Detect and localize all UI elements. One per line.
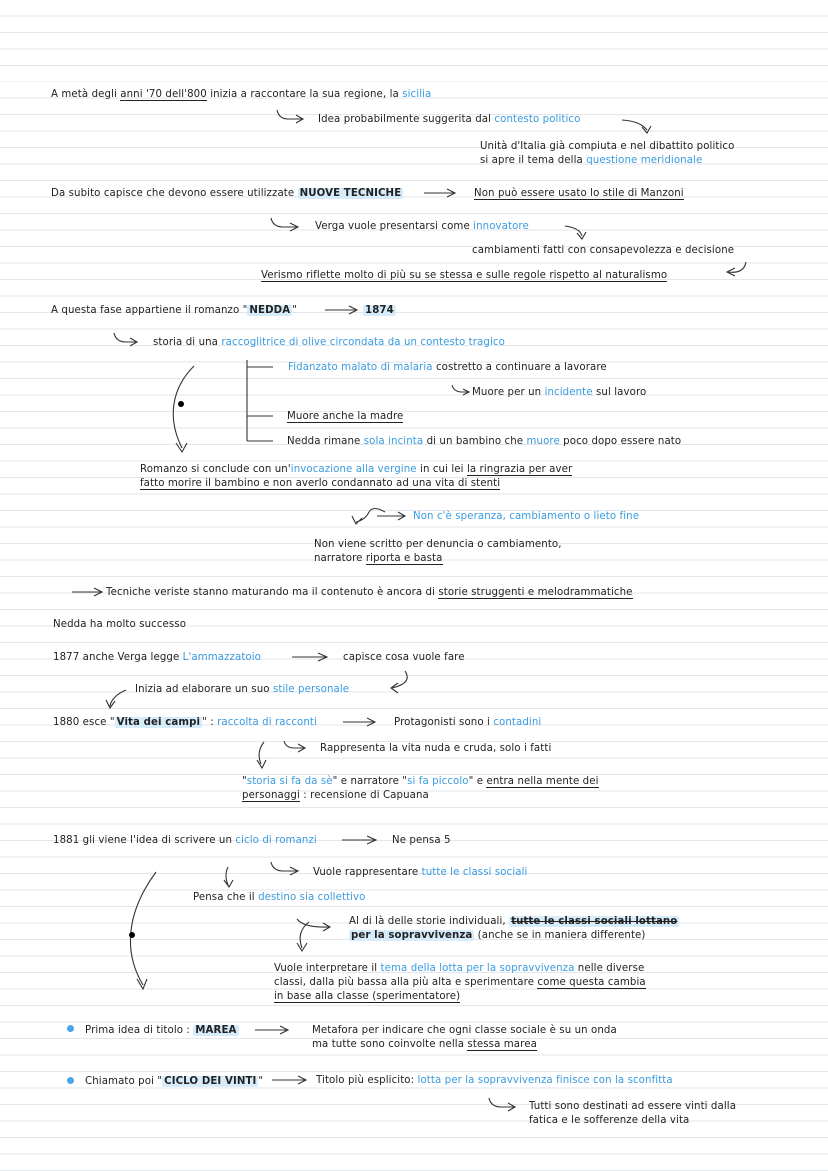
text: fatica e le sofferenze della vita [529, 1115, 690, 1126]
text: MAREA [195, 1025, 237, 1036]
line-2 [318, 113, 580, 126]
line-42 [312, 1038, 537, 1051]
text: Tecniche veriste stanno maturando ma il contenuto è ancora di [106, 587, 439, 598]
line-29 [242, 775, 599, 788]
text: entra nella mente dei [486, 776, 599, 787]
text: fatto morire il bambino e non averlo condannato ad una vita di stenti [140, 478, 501, 489]
line-23 [53, 651, 261, 664]
text: destino sia collettivo [258, 892, 366, 903]
text: tema della lotta per la sopravvivenza [380, 963, 575, 974]
line-41 [312, 1024, 617, 1037]
line-30 [242, 789, 429, 802]
line-9 [261, 269, 667, 282]
text: invocazione alla vergine [290, 464, 417, 475]
text: Metafora per indicare che ogni classe sociale è su un onda [312, 1025, 617, 1036]
text: per la sopravvivenza [351, 930, 473, 941]
text: ma tutte sono coinvolte nella [312, 1039, 468, 1050]
line-24 [343, 651, 465, 664]
text: riporta e basta [365, 553, 443, 564]
text: cambiamenti fatti con consapevolezza e decisione [472, 245, 735, 256]
line-19 [314, 538, 562, 551]
line-44 [316, 1074, 673, 1087]
text: " [258, 1076, 264, 1087]
text: in base alla classe (sperimentatore) [274, 991, 461, 1002]
text: Pensa che il [193, 892, 259, 903]
line-12 [288, 361, 607, 374]
text: Verismo riflette molto di più su se stessa e sulle regole rispetto al naturalismo [261, 270, 668, 281]
text: Fidanzato malato di malaria [288, 362, 433, 373]
line-38 [274, 976, 646, 989]
text: contadini [493, 717, 542, 728]
text: Nedda rimane [287, 436, 364, 447]
line-43 [85, 1075, 263, 1088]
line-10-year [363, 304, 396, 317]
text: CICLO DEI VINTI [164, 1076, 257, 1087]
text: sicilia [402, 89, 432, 100]
text: " [242, 776, 247, 787]
line-4 [480, 154, 702, 167]
text: raccolta di racconti [217, 717, 317, 728]
text: " : [202, 717, 218, 728]
text: ciclo di romanzi [235, 835, 317, 846]
text: si fa piccolo [407, 776, 469, 787]
text: classi, dalla più bassa alla più alta e sperimentare [274, 977, 538, 988]
line-35 [349, 915, 679, 928]
text: narratore [314, 553, 366, 564]
text: 1881 gli viene l'idea di scrivere un [53, 835, 236, 846]
text: costretto a continuare a lavorare [432, 362, 607, 373]
line-6 [474, 187, 684, 200]
line-18 [413, 510, 639, 523]
text: sul lavoro [592, 387, 647, 398]
line-14 [287, 410, 403, 423]
text: innovatore [473, 221, 529, 232]
text: Idea probabilmente suggerita dal [318, 114, 495, 125]
text: Vita dei campi [116, 717, 201, 728]
line-13 [472, 386, 646, 399]
text: " e narratore " [332, 776, 408, 787]
line-36 [349, 929, 646, 942]
text: NUOVE TECNICHE [299, 188, 402, 199]
line-11 [153, 336, 505, 349]
line-32 [392, 834, 451, 847]
text: storia si fa da sè [246, 776, 333, 787]
text: Protagonisti sono i [394, 717, 494, 728]
text: anni '70 dell'800 [120, 89, 207, 100]
text: Prima idea di titolo : [85, 1025, 194, 1036]
line-8 [472, 244, 734, 257]
text: tutte le classi sociali [421, 867, 528, 878]
text: Unità d'Italia già compiuta e nel dibattito politico [480, 141, 735, 152]
text: poco dopo essere nato [559, 436, 682, 447]
text: 1880 esce " [53, 717, 115, 728]
text: Non può essere usato lo stile di Manzoni [474, 188, 684, 199]
text: storie struggenti e melodrammatiche [438, 587, 633, 598]
line-15 [287, 435, 681, 448]
line-20 [314, 552, 443, 565]
text: Titolo più esplicito: [316, 1075, 418, 1086]
text: inizia a raccontare la sua regione, la [206, 89, 403, 100]
text: Al di là delle storie individuali, [349, 916, 510, 927]
line-22 [53, 618, 186, 631]
line-16 [140, 463, 572, 476]
text: Nedda ha molto successo [53, 619, 187, 630]
text: L'ammazzatoio [182, 652, 262, 663]
line-10 [51, 304, 297, 317]
line-5 [51, 187, 403, 200]
text: Ne pensa 5 [392, 835, 451, 846]
line-34 [193, 891, 366, 904]
text: Romanzo si conclude con un' [140, 464, 291, 475]
text: si apre il tema della [480, 155, 587, 166]
text: capisce cosa vuole fare [343, 652, 465, 663]
line-17 [140, 477, 500, 490]
text: stile personale [272, 684, 350, 695]
line-25 [135, 683, 349, 696]
text: (anche se in maniera differente) [474, 930, 646, 941]
text: Muore per un [472, 387, 545, 398]
text: Tutti sono destinati ad essere vinti dalla [529, 1101, 737, 1112]
text: Vuole rappresentare [313, 867, 422, 878]
text: " e [468, 776, 487, 787]
text: lotta per la sopravvivenza finisce con la sconfitta [417, 1075, 673, 1086]
line-3 [480, 140, 734, 153]
text: Verga vuole presentarsi come [315, 221, 474, 232]
text: A questa fase appartiene il romanzo " [51, 305, 248, 316]
line-26 [53, 716, 317, 729]
line-7 [315, 220, 529, 233]
text: raccoglitrice di olive circondata da un contesto tragico [221, 337, 505, 348]
text: 1877 anche Verga legge [53, 652, 183, 663]
text: come questa cambia [537, 977, 646, 988]
text: nelle diverse [574, 963, 645, 974]
text: Da subito capisce che devono essere utilizzate [51, 188, 298, 199]
text: di un bambino che [423, 436, 527, 447]
text: Muore anche la madre [287, 411, 404, 422]
text: sola incinta [363, 436, 424, 447]
text: muore [526, 436, 560, 447]
text: Chiamato poi " [85, 1076, 163, 1087]
line-45 [529, 1100, 736, 1113]
text: contesto politico [494, 114, 581, 125]
bullet-dot [67, 1025, 74, 1032]
text: storia di una [153, 337, 222, 348]
line-33 [313, 866, 527, 879]
text: personaggi [242, 790, 300, 801]
line-27 [394, 716, 541, 729]
text: Non viene scritto per denuncia o cambiamento, [314, 539, 562, 550]
text: stessa marea [467, 1039, 537, 1050]
text: 1874 [365, 305, 394, 316]
line-39 [274, 990, 460, 1003]
text: la ringrazia per aver [466, 464, 573, 475]
text: in cui lei [416, 464, 467, 475]
text: A metà degli [51, 89, 121, 100]
text: " [292, 305, 298, 316]
text: tutte le classi sociali lottano [511, 916, 678, 927]
text: Non c'è speranza, cambiamento o lieto fine [413, 511, 640, 522]
text: incidente [544, 387, 593, 398]
line-28 [320, 742, 551, 755]
text: : recensione di Capuana [299, 790, 429, 801]
bullet-dot [67, 1077, 74, 1084]
line-21 [106, 586, 633, 599]
line-40 [85, 1024, 239, 1037]
text: NEDDA [249, 305, 291, 316]
text: Inizia ad elaborare un suo [135, 684, 273, 695]
text: Vuole interpretare il [274, 963, 381, 974]
text: Rappresenta la vita nuda e cruda, solo i fatti [320, 743, 552, 754]
line-31 [53, 834, 317, 847]
line-1 [51, 88, 431, 101]
line-46 [529, 1114, 689, 1127]
text: questione meridionale [586, 155, 703, 166]
line-37 [274, 962, 644, 975]
